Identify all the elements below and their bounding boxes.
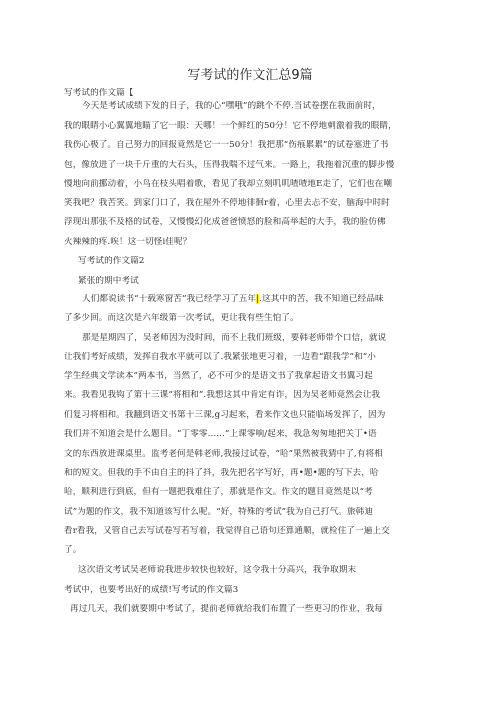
- paragraph-line: 这次语文考试吴老师说我进步较快也较好，这令我十分高兴，我争取期末: [78, 565, 357, 575]
- paragraph-line: 写考试的作文篇【: [64, 88, 134, 98]
- paragraph-line: 学生经典文学读本”两本书，当然了，必不可少的是语文书了我拿起语文书翼习起: [64, 371, 373, 381]
- paragraph-line: 人们都说读书“十载寒窗苦”我已经学习了五年|.这其中的苦，我不知道已经品味: [82, 294, 384, 304]
- paragraph-line: 今天是考试成绩下发的日子，我的心“嘿哦”的跳个不停.当试卷摆在我面前时，: [82, 101, 381, 111]
- paragraph-line: 我们并不知道会是什么题目。“丁零零……”上课零响/起来，我急匆匆地把关丁•语: [64, 429, 377, 439]
- paragraph-line: 我的眼睛小心翼翼地瞄了它一眼：天哪！一个鲜红的50分！它不停地刺激着我的眼睛，: [64, 121, 397, 131]
- paragraph-line: 写考试的作文篇2: [78, 256, 145, 266]
- paragraph-line: 包，像放进了一块千斤重的大石头，压得我喘不过气来。一路上，我拖着沉重的脚步慢: [64, 160, 395, 170]
- paragraph-line: 笑我吧？我苦笑。到家门口了，我在屋外不停地徘徊r着，心里去忐不安，脑海中时时: [64, 198, 390, 208]
- paragraph-line: 文的东西放进课桌里。监考老何是韩老师,我接过试卷，“哈”果然被我猜中了,有将相: [64, 449, 383, 459]
- paragraph-line: 慢地向前挪动着，小鸟在枝头唱着歌，看见了我却立刻叽叽喳喳地E走了，它们也在嘲: [64, 179, 393, 189]
- document-title: 写考试的作文汇总9篇: [187, 68, 313, 83]
- paragraph-line: 那是星期四了，吴老师因为没时间，而不上我们班级，要韩老师带个口信，就说: [82, 333, 387, 343]
- paragraph-line: 试”为题的作文，我不知道该写什么呢。“好，特殊的考试”我为自己打气。旅韩迪: [64, 507, 374, 517]
- paragraph-line: 考试中，也要考出好的成绩!写考试的作文篇3: [64, 585, 239, 595]
- paragraph-line: 和的短文。但我的手不由自主的抖了抖，我先把名字写好，再•题•题的写下去，哈: [64, 468, 379, 478]
- paragraph-line: 了多少回。而这次是六年级第一次考试，更让我有些生怕了。: [64, 313, 299, 323]
- paragraph-line: 我伤心极了。自己努力的回报竟然是它一一50分！我把那“伤痕累累”的试卷塞进了书: [64, 140, 389, 150]
- highlighted-text: |: [256, 294, 260, 304]
- paragraph-line: 紧张的期中考试: [78, 276, 139, 286]
- paragraph-line: 来。我看见我钩了第十三课“将相和”.我想这其中肯定有诈，因为吴老师竟然会让我: [64, 390, 381, 400]
- paragraph-line: 浮现出那张不及格的试卷，又慢慢幻化成爸爸愤怒的脸和高举起的大手，我的脸仿佛: [64, 217, 386, 227]
- paragraph-line: 火辣辣的疼.唉！这一切怪i佳呢？: [64, 237, 192, 247]
- paragraph-line: 让我们考好成绩，发挥自我水平就可以了.我紧张地更习着，一边看“跟我学”和“小: [64, 352, 376, 362]
- paragraph-line: 再过几天，我们就要期中考试了，提前老师就给我们布置了一些更习的作业，我每: [70, 604, 383, 614]
- paragraph-line: 哈，顺利进行到底，但有一题把我难住了，那就是作文。作文的题目竟然是以“考: [64, 487, 373, 497]
- paragraph-line: 们复习将相和。我翻到语文书第十三课,g习起来，看来作文也只能临场发挥了，因为: [64, 410, 386, 420]
- paragraph-line: 了。: [64, 545, 82, 555]
- paragraph-line: 看r看我，又管自己去写试卷写若写着，我觉得自己语句还算通顺，就检住了一遍上交: [64, 526, 390, 536]
